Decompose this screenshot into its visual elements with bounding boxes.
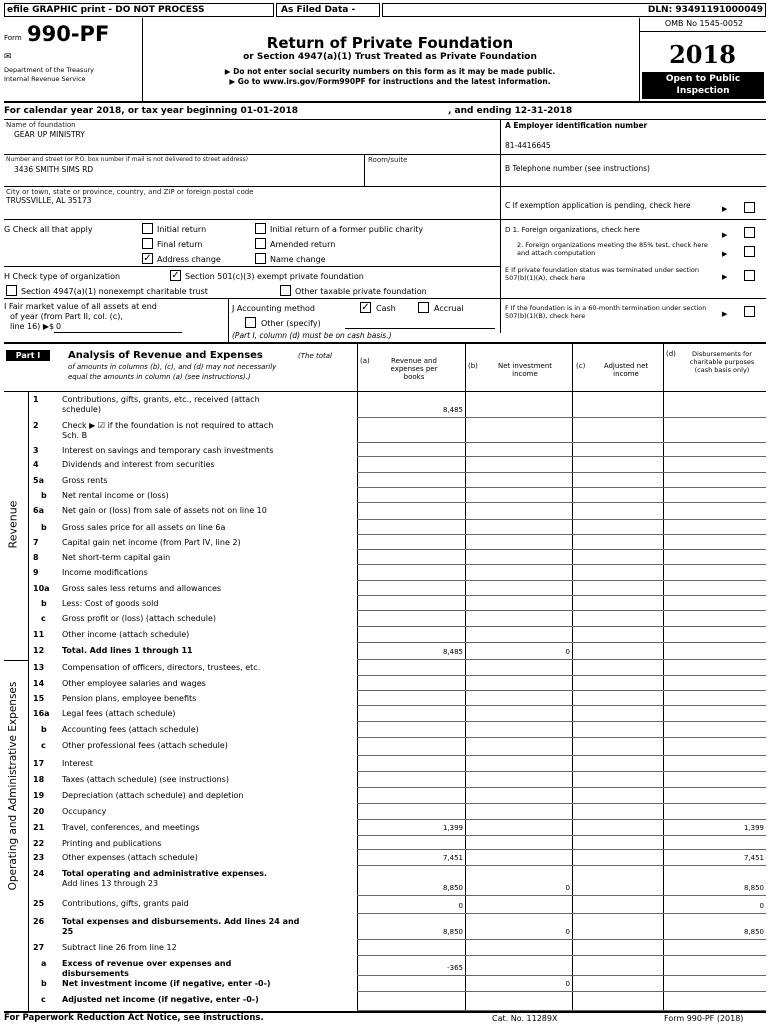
line-description: Income modifications	[62, 568, 148, 577]
initial-former-checkbox[interactable]	[255, 223, 266, 234]
row-divider	[357, 771, 766, 772]
j-other-checkbox[interactable]	[245, 317, 256, 328]
line-number: 11	[33, 630, 45, 639]
e-arrow-icon: ▶	[722, 273, 728, 281]
line-description: Total operating and administrative expenses.	[62, 869, 267, 878]
line-description: Other income (attach schedule)	[62, 630, 190, 639]
line-number: 6a	[33, 506, 44, 515]
line-description: Total expenses and disbursements. Add lines 24 and	[62, 917, 300, 926]
cell-d[interactable]: 7,451	[743, 854, 764, 862]
cell-d[interactable]: 0	[759, 902, 764, 910]
open-line1: Open to Public	[665, 74, 741, 84]
cell-d[interactable]: 1,399	[743, 824, 764, 832]
c-arrow-icon: ▶	[722, 205, 728, 213]
col-b-header: Net investment income	[497, 362, 553, 378]
line-number: 5a	[33, 476, 44, 485]
h-label: H Check type of organization	[4, 272, 121, 281]
e-label: E If private foundation status was terminated under section 507(b)(1)(A), check here	[505, 266, 700, 282]
part1-desc1: (The total	[298, 352, 332, 360]
room-label: Room/suite	[368, 156, 408, 164]
row-divider	[357, 580, 766, 581]
line-number: 25	[33, 899, 45, 908]
line-description: Interest	[62, 759, 93, 768]
line-description: Net gain or (loss) from sale of assets not on line 10	[62, 506, 267, 515]
line-description: Travel, conferences, and meetings	[62, 823, 200, 832]
amended-return-label: Amended return	[270, 240, 336, 249]
footer-notice: For Paperwork Reduction Act Notice, see instructions.	[4, 1013, 264, 1023]
row-divider	[357, 819, 766, 820]
form-subtitle: or Section 4947(a)(1) Trust Treated as Private Foundation	[243, 52, 537, 62]
cell-d[interactable]: 8,850	[743, 928, 764, 936]
tax-year-end: , and ending 12-31-2018	[448, 106, 573, 116]
cell-a[interactable]: 0	[458, 902, 463, 910]
line-number: 18	[33, 775, 45, 784]
line-number: c	[41, 995, 46, 1004]
dln-label: DLN: 93491191000049	[382, 3, 766, 17]
row-divider	[357, 442, 766, 443]
line-description: Pension plans, employee benefits	[62, 694, 197, 703]
dept-line1: Department of the Treasury	[4, 66, 95, 74]
row-divider	[357, 975, 766, 976]
line-number: 19	[33, 791, 45, 800]
efile-label: efile GRAPHIC print - DO NOT PROCESS	[4, 3, 274, 17]
line-number: b	[41, 523, 47, 532]
line-description: Other professional fees (attach schedule)	[62, 741, 228, 750]
amended-return-checkbox[interactable]	[255, 238, 266, 249]
line-description: Less: Cost of goods sold	[62, 599, 159, 608]
initial-former-label: Initial return of a former public charity	[270, 225, 424, 234]
cell-a[interactable]: 8,485	[442, 406, 463, 414]
j-other-label: Other (specify)	[261, 319, 321, 328]
line-number: 17	[33, 759, 45, 768]
d1-checkbox[interactable]	[744, 227, 755, 238]
address-change-label: Address change	[157, 255, 221, 264]
line-description: Other employee salaries and wages	[62, 679, 206, 688]
row-divider	[357, 787, 766, 788]
cell-b[interactable]: 0	[565, 928, 570, 936]
line-number: 2	[33, 421, 39, 430]
h-4947-checkbox[interactable]	[6, 285, 17, 296]
line-number: 26	[33, 917, 45, 926]
row-divider	[357, 534, 766, 535]
line-number: 9	[33, 568, 39, 577]
col-c-header: Adjusted net income	[603, 362, 649, 378]
row-divider	[357, 755, 766, 756]
name-change-label: Name change	[270, 255, 326, 264]
cell-a[interactable]: 1,399	[442, 824, 463, 832]
col-d-header: Disbursements for charitable purposes (cash basis only)	[689, 350, 755, 374]
initial-return-checkbox[interactable]	[142, 223, 153, 234]
cell-a[interactable]: 8,485	[442, 648, 463, 656]
line-number: b	[41, 725, 47, 734]
cell-a[interactable]: 8,850	[442, 928, 463, 936]
line-description-cont: 25	[62, 927, 74, 936]
line-description: Net short-term capital gain	[62, 553, 171, 562]
e-checkbox[interactable]	[744, 270, 755, 281]
address-change-checkbox[interactable]: ✓	[143, 253, 152, 264]
tax-year-big: 2018	[669, 40, 736, 69]
line-description: Net rental income or (loss)	[62, 491, 169, 500]
line-description-cont: Add lines 13 through 23	[62, 879, 159, 888]
d2-checkbox[interactable]	[744, 246, 755, 257]
line-number: 7	[33, 538, 39, 547]
row-divider	[357, 803, 766, 804]
h-4947-label: Section 4947(a)(1) nonexempt charitable trust	[21, 287, 208, 296]
part1-desc3: equal the amounts in column (a) (see instructions).)	[68, 373, 251, 381]
part1-title: Analysis of Revenue and Expenses	[68, 350, 263, 361]
line-number: 27	[33, 943, 45, 952]
line-description: Contributions, gifts, grants paid	[62, 899, 189, 908]
row-divider	[357, 549, 766, 550]
line-description: Adjusted net income (if negative, enter -0-)	[62, 995, 259, 1004]
form-prefix: Form	[4, 34, 22, 42]
line-number: 15	[33, 694, 45, 703]
line-description: Accounting fees (attach schedule)	[62, 725, 199, 734]
line-number: 13	[33, 663, 45, 672]
d2-arrow-icon: ▶	[722, 250, 728, 258]
d1-label: D 1. Foreign organizations, check here	[505, 226, 640, 234]
line-description: Excess of revenue over expenses and	[62, 959, 232, 968]
phone-label: B Telephone number (see instructions)	[505, 164, 650, 173]
line-description: Gross profit or (loss) (attach schedule)	[62, 614, 217, 623]
row-divider	[357, 675, 766, 676]
row-divider	[357, 895, 766, 896]
row-divider	[357, 626, 766, 627]
city-address[interactable]: TRUSSVILLE, AL 35173	[6, 196, 92, 205]
instruction-1: ▶ Do not enter social security numbers on this form as it may be made public.	[224, 67, 556, 76]
line-description: Other expenses (attach schedule)	[62, 853, 198, 862]
side-expenses: Operating and Administrative Expenses	[7, 681, 19, 891]
row-divider	[357, 502, 766, 503]
line-number: 20	[33, 807, 45, 816]
row-divider	[357, 456, 766, 457]
cell-a[interactable]: 8,850	[442, 884, 463, 892]
row-divider	[357, 705, 766, 706]
line-number: b	[41, 599, 47, 608]
name-change-checkbox[interactable]	[255, 253, 266, 264]
i-line1: I Fair market value of all assets at end	[4, 302, 157, 311]
cell-d[interactable]: 8,850	[743, 884, 764, 892]
final-return-label: Final return	[157, 240, 203, 249]
j-cash-label: Cash	[376, 304, 396, 313]
line-description: Dividends and interest from securities	[62, 460, 215, 469]
line-description: Subtract line 26 from line 12	[62, 943, 177, 952]
line-description: Taxes (attach schedule) (see instructions)	[62, 775, 229, 784]
open-line2: Inspection	[676, 86, 730, 96]
line-description: Gross sales price for all assets on line 6a	[62, 523, 226, 532]
row-divider	[357, 737, 766, 738]
row-divider	[357, 519, 766, 520]
footer-form: Form 990-PF (2018)	[664, 1014, 744, 1023]
d1-arrow-icon: ▶	[722, 231, 728, 239]
line-number: 4	[33, 460, 39, 469]
i-line3: line 16) ▶$	[10, 322, 55, 331]
col-b-tag: (b)	[468, 362, 478, 370]
line-number: b	[41, 491, 47, 500]
h-other-label: Other taxable private foundation	[295, 287, 427, 296]
line-description: Occupancy	[62, 807, 107, 816]
part1-desc2: of amounts in columns (b), (c), and (d) may not necessarily	[68, 363, 277, 371]
line-description: Total. Add lines 1 through 11	[62, 646, 193, 655]
c-label: C If exemption application is pending, check here	[505, 201, 691, 210]
row-divider	[357, 913, 766, 914]
filed-label: As Filed Data -	[276, 3, 380, 17]
street-label: Number and street (or P.O. box number if mail is not delivered to street address)	[6, 156, 249, 163]
j-accrual-checkbox[interactable]	[418, 302, 429, 313]
tax-year-begin: For calendar year 2018, or tax year beginning 01-01-2018	[4, 106, 299, 116]
h-501c3-checkbox[interactable]: ✓	[171, 270, 180, 281]
row-divider	[357, 849, 766, 850]
h-other-checkbox[interactable]	[280, 285, 291, 296]
dept-line2: Internal Revenue Service	[4, 75, 86, 83]
line-number: 24	[33, 869, 45, 878]
line-number: 12	[33, 646, 45, 655]
line-description: Capital gain net income (from Part IV, line 2)	[62, 538, 241, 547]
line-number: b	[41, 979, 47, 988]
final-return-checkbox[interactable]	[142, 238, 153, 249]
row-divider	[357, 939, 766, 940]
col-a-header: Revenue and expenses per books	[390, 357, 438, 381]
omb-number: OMB No 1545-0052	[664, 19, 744, 28]
h-501c3-label: Section 501(c)(3) exempt private foundation	[185, 272, 364, 281]
open-to-public-badge	[642, 72, 764, 99]
row-divider	[357, 835, 766, 836]
c-checkbox[interactable]	[744, 202, 755, 213]
line-description: Compensation of officers, directors, trustees, etc.	[62, 663, 261, 672]
side-revenue: Revenue	[6, 500, 20, 549]
line-description: Contributions, gifts, grants, etc., received (attach	[62, 395, 260, 404]
d2-label: 2. Foreign organizations meeting the 85% test, check here and attach computation	[517, 241, 708, 257]
row-divider	[357, 610, 766, 611]
row-divider	[357, 417, 766, 418]
f-checkbox[interactable]	[744, 306, 755, 317]
initial-return-label: Initial return	[157, 225, 207, 234]
cell-a[interactable]: -365	[447, 964, 463, 972]
i-value[interactable]: 0	[56, 322, 62, 331]
form-title: Return of Private Foundation	[266, 34, 514, 52]
col-d-tag: (d)	[666, 350, 676, 358]
j-note: (Part I, column (d) must be on cash basis.)	[232, 331, 392, 340]
row-divider	[357, 865, 766, 866]
city-label: City or town, state or province, country, and ZIP or foreign postal code	[6, 188, 254, 196]
row-divider	[357, 642, 766, 643]
ein-value[interactable]: 81-4416645	[505, 141, 551, 150]
street-address[interactable]: 3436 SMITH SIMS RD	[14, 165, 94, 174]
line-number: 1	[33, 395, 39, 404]
line-number: a	[41, 959, 47, 968]
line-description-cont: schedule)	[62, 405, 101, 414]
g-label: G Check all that apply	[4, 225, 93, 234]
cell-a[interactable]: 7,451	[442, 854, 463, 862]
line-description: Gross sales less returns and allowances	[62, 584, 222, 593]
line-description: Check ▶ ☑ if the foundation is not required to attach	[62, 421, 274, 430]
line-number: 22	[33, 839, 45, 848]
row-divider	[357, 595, 766, 596]
row-divider	[357, 955, 766, 956]
j-accrual-label: Accrual	[434, 304, 464, 313]
foundation-name-label: Name of foundation	[6, 121, 76, 129]
line-number: c	[41, 614, 46, 623]
line-number: 10a	[33, 584, 50, 593]
j-label: J Accounting method	[232, 304, 316, 313]
part1-badge: Part I	[6, 350, 50, 361]
efile-icon: ✉	[4, 52, 12, 62]
row-divider	[357, 564, 766, 565]
line-description: Depreciation (attach schedule) and depletion	[62, 791, 244, 800]
top-bar	[4, 3, 766, 17]
row-divider	[357, 472, 766, 473]
row-divider	[357, 690, 766, 691]
foundation-name[interactable]: GEAR UP MINISTRY	[14, 130, 85, 139]
row-divider	[357, 659, 766, 660]
row-divider	[357, 487, 766, 488]
line-number: c	[41, 741, 46, 750]
instruction-2: ▶ Go to www.irs.gov/Form990PF for instructions and the latest information.	[229, 77, 551, 86]
line-description: Net investment income (if negative, enter -0-)	[62, 979, 271, 988]
j-cash-checkbox[interactable]: ✓	[361, 302, 370, 313]
col-a-tag: (a)	[360, 357, 370, 365]
line-number: 3	[33, 446, 39, 455]
i-line2: of year (from Part II, col. (c),	[10, 312, 123, 321]
cell-b[interactable]: 0	[565, 980, 570, 988]
f-arrow-icon: ▶	[722, 310, 728, 318]
cell-b[interactable]: 0	[565, 884, 570, 892]
row-divider	[357, 721, 766, 722]
line-description-cont: disbursements	[62, 969, 129, 978]
line-number: 16a	[33, 709, 50, 718]
f-label: F If the foundation is in a 60-month termination under section 507(b)(1)(B), check here	[505, 304, 707, 320]
line-number: 21	[33, 823, 45, 832]
line-description: Gross rents	[62, 476, 108, 485]
cell-b[interactable]: 0	[565, 648, 570, 656]
col-c-tag: (c)	[576, 362, 586, 370]
row-divider	[357, 991, 766, 992]
line-number: 23	[33, 853, 45, 862]
line-number: 8	[33, 553, 39, 562]
form-number: 990-PF	[27, 22, 110, 46]
line-description: Printing and publications	[62, 839, 162, 848]
line-description: Interest on savings and temporary cash investments	[62, 446, 274, 455]
footer-cat: Cat. No. 11289X	[492, 1014, 558, 1023]
line-description-cont: Sch. B	[62, 431, 88, 440]
line-description: Legal fees (attach schedule)	[62, 709, 176, 718]
ein-label: A Employer identification number	[505, 121, 648, 130]
line-number: 14	[33, 679, 45, 688]
